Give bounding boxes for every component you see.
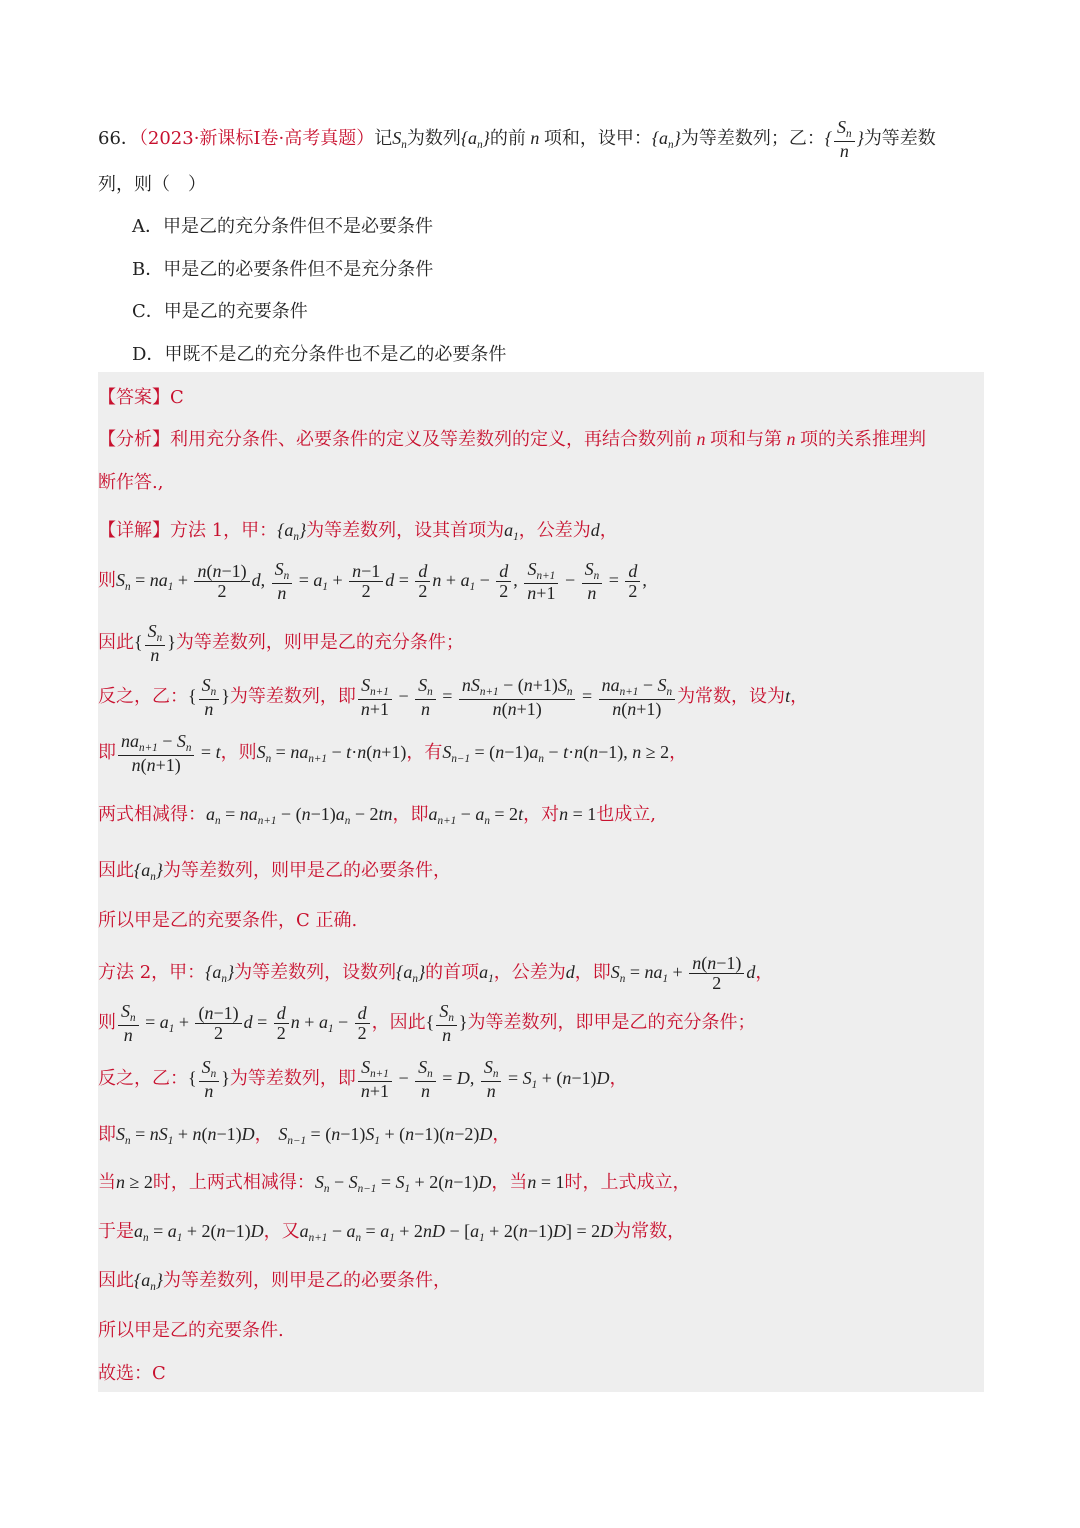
detail-text: 为常数， [613,1221,686,1242]
method2-line-5 [98,1168,691,1195]
math-expression: $S_n = na_{n+1} - t\cdot n(n+1)$ [256,741,407,765]
math-an-set: $\{a_n\}$ [134,1270,163,1293]
math-an-set: $\{a_n\}$ [396,961,426,985]
math-expression: $S_n - S_{n-1} = S_1 + 2(n-1)D$ [314,1172,492,1195]
detail-text: 为等差数列，即甲是乙的充分条件； [467,1011,756,1033]
answer-value: C [170,387,184,408]
detail-text: 为等差数列，设其首项为 [306,520,505,541]
math-expression: $S_{n-1} = (n-1)a_n - t\cdot n(n-1)$, n ≥ 2 [442,741,670,765]
detail-text: 反之，乙： [98,685,188,707]
option-c [132,297,308,323]
option-label: C． [132,301,164,322]
detail-text: ，因此 [371,1011,426,1033]
option-d [132,340,506,366]
detail-text: 因此 [98,860,134,881]
math-an-set: $\{a_n\}$ [460,127,490,151]
option-label: B． [132,259,164,280]
detail-line-2 [98,560,647,603]
detail-text: 即 [98,1124,116,1145]
detail-text: 即 [98,741,116,763]
option-text: 甲既不是乙的充分条件也不是乙的必要条件 [164,344,507,365]
method2-line-6 [98,1217,685,1244]
analysis-text: 利用充分条件、必要条件的定义及等差数列的定义，再结合数列前 [170,429,692,450]
math-expression: $\frac{S_n}{n}$ = $a_1$ + $\frac{(n-1)}{2}$ d = $\frac{d}{2}$ $n + a_1$ − $\frac{d}{2}$ [116,1012,372,1032]
detail-text: 因此 [98,1270,134,1291]
detail-text: 为等差数列，设数列 [234,961,397,983]
method2-line-4: 即$S_n = nS_1 + n(n-1)D$， $S_{n-1} = (n-1)S_1 + (n-1)(n-2)D$， [98,1124,511,1147]
option-text: 甲是乙的必要条件但不是充分条件 [163,259,434,280]
method2-line-7 [98,1266,451,1293]
math-an-set: $\{a_n\}$ [205,961,235,985]
math-d: d [565,961,575,982]
method2-line-1: 方法 2，甲：$\{a_n\}$为等差数列，设数列$\{a_n\}$的首项$a_1$，公差为d，即$S_n = na_1$ + $\frac{n(n-1)}{2}$ d， [98,953,774,993]
detail-line-5: 即 $\frac{na_{n+1} - S_n}{n(n+1)}$ = t，则$S_n = na_{n+1} - t\cdot n(n+1)$，有$S_{n-1} = (n-1)a_n - t\cdot n(n-1)$, n ≥ 2， [98,731,688,775]
detail-text: ，即 [574,961,611,983]
math-expression: n ≥ 2 [116,1172,153,1192]
question-stem-line-1 [98,118,984,161]
answer-line [98,383,184,409]
detail-text: ，又 [263,1221,300,1242]
question-source: （2023·新课标I卷·高考真题） [138,127,375,149]
stem-text: 记 [374,127,393,149]
math-sn-over-n: { $\frac{S_n}{n}$ } [188,1057,230,1101]
analysis-line-1 [98,425,926,451]
analysis-text: 项和与第 [710,429,782,450]
detail-line-8: 所以甲是乙的充要条件，C 正确. [98,910,358,931]
math-sn-over-n: { $\frac{S_n}{n}$ } [425,1001,468,1045]
detail-text: 两式相减得： [98,804,206,825]
method2-line-2 [98,1002,756,1045]
detail-text: 为等差数列，则甲是乙的必要条件， [162,860,451,881]
math-n: n [782,429,800,449]
math-sn-over-n: { $\frac{S_n}{n}$ } [824,117,864,161]
detail-text: 反之，乙： [98,1067,188,1089]
detail-text: 方法 1，甲： [170,520,278,541]
detail-text: ，当 [491,1172,528,1193]
detail-line-3 [98,622,464,665]
math-a1: $a_1$ [479,961,494,985]
detail-text: 时，上两式相减得： [152,1172,315,1193]
answer-tag: 【答案】 [98,387,170,408]
detail-text: 为等差数列，即 [229,685,356,707]
detail-text: 时，上式成立， [564,1172,691,1193]
math-expression: n = 1 [527,1172,565,1192]
math-expression: $\frac{S_{n+1}}{n+1}$ − $\frac{S_n}{n}$ = D, $\frac{S_n}{n}$ = $S_1 + (n-1)D$ [356,1068,610,1088]
math-an-set: $\{a_n\}$ [134,860,163,883]
analysis-line-2: 断作答., [98,472,164,493]
math-expression: $a_n = a_1 + 2(n-1)D$ [134,1221,264,1244]
math-d: d [590,520,600,540]
math-expression: $S_n = na_1$ + $\frac{n(n-1)}{2}$ d, $\frac{S_n}{n}$ = $a_1$ + $\frac{n-1}{2}$ d = $\frac{d}{2}$ $n + a_1$ − $\frac{d}{2}$ , $\frac{S_{n+1}}{n+1}$ − $\frac{S_n}{n}$ = $\frac{d}{2}$ , [116,559,647,603]
final-answer-line [98,1359,166,1385]
detail-line-1: 【详解】方法 1，甲：$\{a_n\}$为等差数列，设其首项为$a_1$，公差为d， [98,520,618,543]
math-sn-over-n: { $\frac{S_n}{n}$ } [134,621,176,665]
math-n: n [692,429,710,449]
option-label: A． [132,216,163,237]
math-expression: $a_n = na_{n+1} - (n-1)a_n - 2tn$ [206,804,393,827]
detail-text: 为等差数列，则甲是乙的必要条件， [162,1270,451,1291]
detail-text: ，公差为 [518,520,591,541]
math-an-set: $\{a_n\}$ [651,127,681,151]
question-stem-line-2: 列，则（ ） [98,174,206,195]
math-sn-over-n: { $\frac{S_n}{n}$ } [188,675,230,719]
stem-text: 为等差数列；乙： [680,127,825,149]
final-tag: 故选： [98,1363,152,1384]
math-sn: $S_n$ [392,127,407,151]
final-value: C [152,1363,166,1384]
detail-text: 则 [98,569,116,591]
question-number: 66． [98,127,139,149]
stem-text: 为等差数 [863,127,936,149]
detail-line-7 [98,856,451,883]
detail-text: 为常数，设为 [677,685,786,707]
detail-text: ，则 [220,741,257,763]
analysis-text: 项的关系推理判 [800,429,926,450]
math-expression: $S_n = na_1$ + $\frac{n(n-1)}{2}$ d [610,953,756,993]
detail-text: ，对 [523,804,560,825]
detail-text: 于是 [98,1221,134,1242]
detail-text: 因此 [98,631,134,653]
detail-text: 则 [98,1011,116,1033]
detail-text: 为等差数列，则甲是乙的充分条件； [175,631,464,653]
math-expression: $a_{n+1} - a_n = a_1 + 2nD - [a_1 + 2(n-1)D] = 2D$ [299,1221,614,1244]
detail-text: ，有 [406,741,443,763]
detail-text: 方法 2，甲： [98,961,206,983]
detail-line-4: 反之，乙：{ $\frac{S_n}{n}$ }为等差数列，即 $\frac{S_{n+1}}{n+1}$ − $\frac{S_n}{n}$ = $\frac{nS_{n+1} - (n+1)S_n}{n(n+1)}$ = $\frac{na_{n+1} - S_n}{n(n+1)}$ 为常数，设为t， [98,675,809,719]
detail-text: 也成立, [596,804,656,825]
math-a1: $a_1$ [504,520,519,543]
option-text: 甲是乙的充分条件但不是必要条件 [163,216,433,237]
math-n: n [525,127,544,148]
math-expression: $a_{n+1} - a_n = 2t$ [428,804,524,827]
math-expression: $S_n = nS_1 + n(n-1)D$ [116,1124,255,1147]
stem-text: 的前 [489,127,526,149]
detail-text: 为等差数列，即 [229,1067,356,1089]
option-b [132,255,433,281]
math-expression: $S_{n-1} = (n-1)S_1 + (n-1)(n-2)D$ [278,1124,493,1147]
math-expression: $\frac{na_{n+1} - S_n}{n(n+1)}$ = t [116,742,221,762]
detail-text: ，即 [392,804,429,825]
method2-line-8: 所以甲是乙的充要条件. [98,1320,284,1341]
detail-line-6 [98,800,656,827]
option-text: 甲是乙的充要条件 [163,301,308,322]
detail-text: 的首项 [425,961,480,983]
math-t: t [785,685,791,706]
detail-text: 当 [98,1172,116,1193]
option-label: D． [132,344,165,365]
math-expression: n = 1 [559,804,597,824]
detail-tag: 【详解】 [98,520,170,541]
method2-line-3: 反之，乙：{ $\frac{S_n}{n}$ }为等差数列，即 $\frac{S_{n+1}}{n+1}$ − $\frac{S_n}{n}$ = D, $\frac{S_n}{n}$ = $S_1 + (n-1)D$， [98,1057,628,1101]
analysis-tag: 【分析】 [98,429,170,450]
detail-text: ，公差为 [493,961,566,983]
stem-text: 为数列 [406,127,461,149]
stem-text: 项和，设甲： [543,127,652,149]
math-an-set: $\{a_n\}$ [277,520,307,543]
math-expression: $\frac{S_{n+1}}{n+1}$ − $\frac{S_n}{n}$ = $\frac{nS_{n+1} - (n+1)S_n}{n(n+1)}$ = $\frac{na_{n+1} - S_n}{n(n+1)}$ [356,686,677,706]
option-a [132,212,433,238]
